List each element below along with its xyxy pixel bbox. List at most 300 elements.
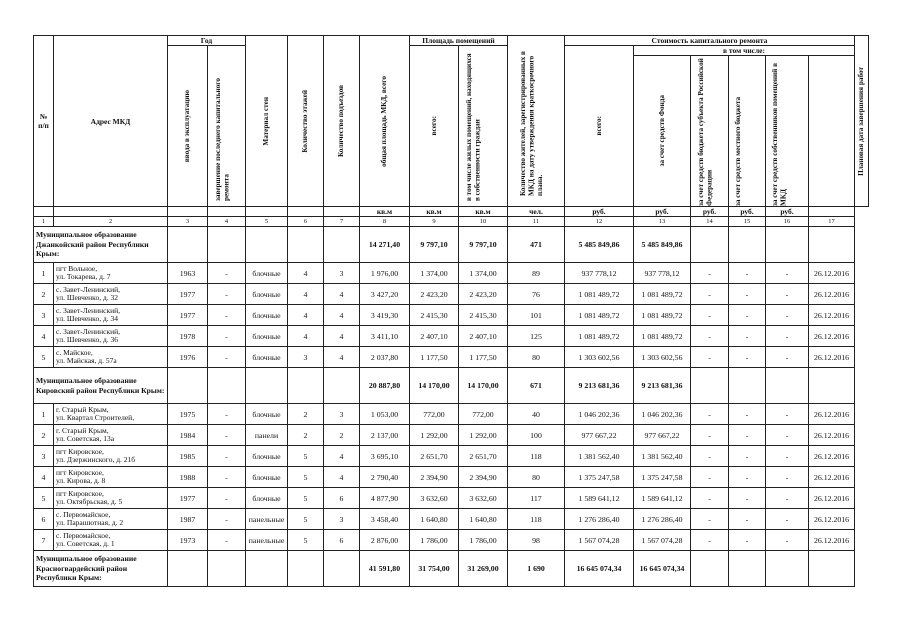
row-cost-fund: 1 375 247,58 xyxy=(634,467,691,488)
address-line-2: ул. Октябрьская, д. 5 xyxy=(56,497,123,506)
row-completion-date: 26.12.2016 xyxy=(809,446,855,467)
row-cost-total: 1 081 489,72 xyxy=(565,326,634,347)
empty-cell xyxy=(729,368,766,404)
row-address xyxy=(54,530,168,551)
row-total-area: 1 976,00 xyxy=(360,263,410,284)
row-entrances: 2 xyxy=(324,425,360,446)
row-completion-date: 26.12.2016 xyxy=(809,305,855,326)
empty-cell xyxy=(288,551,324,587)
unit-cell-11: чел. xyxy=(508,207,565,217)
row-cost-total: 1 303 602,56 xyxy=(565,347,634,368)
row-year-commission: 1985 xyxy=(168,446,208,467)
row-area-residential: 2 415,30 xyxy=(459,305,508,326)
row-cost-owners: - xyxy=(766,284,809,305)
row-last-repair: - xyxy=(208,467,246,488)
row-cost-fund: 1 567 074,28 xyxy=(634,530,691,551)
address-line-2: ул. Квартал Строителей, xyxy=(56,413,135,422)
row-cost-fund: 937 778,12 xyxy=(634,263,691,284)
row-completion-date: 26.12.2016 xyxy=(809,347,855,368)
row-area-residential: 1 374,00 xyxy=(459,263,508,284)
municipality-residents: 471 xyxy=(508,227,565,263)
row-cost-local: - xyxy=(729,425,766,446)
row-address xyxy=(54,347,168,368)
row-cost-total: 1 589 641,12 xyxy=(565,488,634,509)
row-last-repair: - xyxy=(208,404,246,425)
header-total-area: общая площадь МКД, всего xyxy=(360,36,410,207)
row-floors: 5 xyxy=(288,467,324,488)
municipality-total-area: 41 591,80 xyxy=(360,551,410,587)
empty-cell xyxy=(809,551,855,587)
row-area-residential: 772,00 xyxy=(459,404,508,425)
header-year-group: Год xyxy=(168,36,246,46)
row-cost-region: - xyxy=(691,425,729,446)
row-area-total: 2 394,90 xyxy=(410,467,459,488)
row-area-total: 2 415,30 xyxy=(410,305,459,326)
unit-cell-1 xyxy=(34,207,54,217)
row-cost-owners: - xyxy=(766,509,809,530)
row-completion-date: 26.12.2016 xyxy=(809,488,855,509)
row-number: 5 xyxy=(34,488,54,509)
unit-cell-16: руб. xyxy=(766,207,809,217)
row-entrances: 4 xyxy=(324,326,360,347)
header-cost-local: за счет средств местного бюджета xyxy=(729,56,766,207)
row-total-area: 2 876,00 xyxy=(360,530,410,551)
row-cost-owners: - xyxy=(766,326,809,347)
municipality-area-total: 31 754,00 xyxy=(410,551,459,587)
column-number-12: 12 xyxy=(565,217,634,227)
row-entrances: 4 xyxy=(324,467,360,488)
address-line-2: ул. Шевченко, д. 34 xyxy=(56,314,119,323)
empty-cell xyxy=(324,227,360,263)
row-cost-fund: 1 276 286,40 xyxy=(634,509,691,530)
address-line-1: г. Старый Крым, xyxy=(56,425,109,435)
unit-cell-3 xyxy=(168,207,208,217)
row-area-residential: 1 640,80 xyxy=(459,509,508,530)
row-residents: 117 xyxy=(508,488,565,509)
municipality-area-residential: 9 797,10 xyxy=(459,227,508,263)
row-cost-total: 977 667,22 xyxy=(565,425,634,446)
address-line-2: ул. Парашютная, д. 2 xyxy=(56,518,124,527)
empty-cell xyxy=(168,551,208,587)
row-residents: 100 xyxy=(508,425,565,446)
row-cost-total: 1 276 286,40 xyxy=(565,509,634,530)
unit-cell-17 xyxy=(809,207,855,217)
row-last-repair: - xyxy=(208,488,246,509)
address-line-2: ул. Дзержинского, д. 21б xyxy=(56,455,136,464)
row-area-residential: 2 423,20 xyxy=(459,284,508,305)
row-year-commission: 1973 xyxy=(168,530,208,551)
address-line-2: ул. Шевченко, д. 32 xyxy=(56,293,119,302)
row-last-repair: - xyxy=(208,305,246,326)
row-cost-fund: 1 046 202,36 xyxy=(634,404,691,425)
row-entrances: 4 xyxy=(324,305,360,326)
row-cost-fund: 1 081 489,72 xyxy=(634,284,691,305)
row-entrances: 6 xyxy=(324,530,360,551)
row-area-residential: 1 177,50 xyxy=(459,347,508,368)
empty-cell xyxy=(246,551,288,587)
row-area-residential: 2 651,70 xyxy=(459,446,508,467)
municipality-cost-total: 16 645 074,34 xyxy=(565,551,634,587)
address-line-1: с. Первомайское, xyxy=(56,509,111,519)
row-completion-date: 26.12.2016 xyxy=(809,404,855,425)
empty-cell xyxy=(246,227,288,263)
table-row xyxy=(34,347,869,368)
row-number: 6 xyxy=(34,509,54,530)
header-entrances: Количество подъездов xyxy=(324,36,360,207)
row-area-total: 1 640,80 xyxy=(410,509,459,530)
row-cost-local: - xyxy=(729,305,766,326)
row-completion-date: 26.12.2016 xyxy=(809,263,855,284)
municipality-area-residential: 14 170,00 xyxy=(459,368,508,404)
table-row xyxy=(34,509,869,530)
row-total-area: 3 695,10 xyxy=(360,446,410,467)
address-line-1: пгт Кировское, xyxy=(56,446,104,456)
row-cost-total: 1 081 489,72 xyxy=(565,305,634,326)
row-address xyxy=(54,305,168,326)
row-cost-total: 1 046 202,36 xyxy=(565,404,634,425)
municipality-total-row xyxy=(34,551,869,587)
row-last-repair: - xyxy=(208,530,246,551)
row-residents: 101 xyxy=(508,305,565,326)
row-wall-material: панельные xyxy=(246,509,288,530)
header-area-total: всего: xyxy=(410,46,459,207)
row-wall-material: блочные xyxy=(246,326,288,347)
row-residents: 80 xyxy=(508,467,565,488)
empty-cell xyxy=(324,368,360,404)
row-floors: 5 xyxy=(288,530,324,551)
row-floors: 4 xyxy=(288,263,324,284)
row-entrances: 4 xyxy=(324,284,360,305)
column-number-5: 5 xyxy=(246,217,288,227)
empty-cell xyxy=(809,227,855,263)
empty-cell xyxy=(288,368,324,404)
row-residents: 80 xyxy=(508,347,565,368)
row-cost-region: - xyxy=(691,446,729,467)
address-line-1: с. Майское, xyxy=(56,347,93,357)
column-number-8: 8 xyxy=(360,217,410,227)
row-area-total: 3 632,60 xyxy=(410,488,459,509)
row-number: 2 xyxy=(34,284,54,305)
row-total-area: 2 037,80 xyxy=(360,347,410,368)
row-cost-region: - xyxy=(691,530,729,551)
row-address xyxy=(54,509,168,530)
column-number-9: 9 xyxy=(410,217,459,227)
row-address xyxy=(54,263,168,284)
table-row xyxy=(34,530,869,551)
municipality-total-row xyxy=(34,368,869,404)
unit-cell-12: руб. xyxy=(565,207,634,217)
row-year-commission: 1984 xyxy=(168,425,208,446)
row-entrances: 6 xyxy=(324,488,360,509)
row-year-commission: 1977 xyxy=(168,305,208,326)
row-entrances: 3 xyxy=(324,404,360,425)
row-wall-material: блочные xyxy=(246,284,288,305)
header-floors: Количество этажей xyxy=(288,36,324,207)
row-number: 1 xyxy=(34,263,54,284)
column-number-15: 15 xyxy=(729,217,766,227)
row-number: 3 xyxy=(34,446,54,467)
row-floors: 2 xyxy=(288,404,324,425)
row-cost-fund: 977 667,22 xyxy=(634,425,691,446)
row-address xyxy=(54,425,168,446)
table-row xyxy=(34,284,869,305)
row-floors: 4 xyxy=(288,326,324,347)
municipality-area-total: 9 797,10 xyxy=(410,227,459,263)
row-cost-region: - xyxy=(691,488,729,509)
row-number: 2 xyxy=(34,425,54,446)
empty-cell xyxy=(208,368,246,404)
row-cost-owners: - xyxy=(766,404,809,425)
row-area-total: 1 374,00 xyxy=(410,263,459,284)
row-total-area: 2 790,40 xyxy=(360,467,410,488)
row-total-area: 2 137,00 xyxy=(360,425,410,446)
address-line-1: пгт Кировское, xyxy=(56,467,104,477)
header-completion-date: Плановая дата завершения работ xyxy=(855,36,869,207)
row-cost-local: - xyxy=(729,509,766,530)
column-number-2: 2 xyxy=(54,217,168,227)
row-cost-owners: - xyxy=(766,263,809,284)
address-line-2: ул. Токарева, д. 7 xyxy=(56,272,111,281)
row-number: 5 xyxy=(34,347,54,368)
address-line-1: с. Завет-Ленинский, xyxy=(56,305,121,315)
row-residents: 125 xyxy=(508,326,565,347)
row-year-commission: 1987 xyxy=(168,509,208,530)
header-cost-total: всего: xyxy=(565,46,634,207)
table-row xyxy=(34,326,869,347)
row-area-residential: 1 786,00 xyxy=(459,530,508,551)
row-residents: 118 xyxy=(508,446,565,467)
row-floors: 2 xyxy=(288,425,324,446)
row-number: 7 xyxy=(34,530,54,551)
row-cost-total: 1 567 074,28 xyxy=(565,530,634,551)
empty-cell xyxy=(729,227,766,263)
table-row xyxy=(34,467,869,488)
column-number-7: 7 xyxy=(324,217,360,227)
row-completion-date: 26.12.2016 xyxy=(809,467,855,488)
unit-cell-4 xyxy=(208,207,246,217)
municipality-residents: 671 xyxy=(508,368,565,404)
municipality-cost-total: 5 485 849,86 xyxy=(565,227,634,263)
row-wall-material: панельные xyxy=(246,530,288,551)
address-line-1: пгт Кировское, xyxy=(56,488,104,498)
column-number-6: 6 xyxy=(288,217,324,227)
row-completion-date: 26.12.2016 xyxy=(809,284,855,305)
header-num: № п/п xyxy=(34,36,54,207)
empty-cell xyxy=(691,368,729,404)
units-row xyxy=(34,207,869,217)
unit-cell-5 xyxy=(246,207,288,217)
header-area-group: Площадь помещений xyxy=(410,36,508,46)
row-completion-date: 26.12.2016 xyxy=(809,530,855,551)
row-last-repair: - xyxy=(208,347,246,368)
row-wall-material: блочные xyxy=(246,446,288,467)
row-area-total: 1 292,00 xyxy=(410,425,459,446)
row-cost-region: - xyxy=(691,404,729,425)
header-address: Адрес МКД xyxy=(54,36,168,207)
header-cost-owners: за счет средств собственников помещений в МКД xyxy=(766,56,809,207)
row-floors: 5 xyxy=(288,488,324,509)
unit-cell-6 xyxy=(288,207,324,217)
address-line-2: ул. Майская, д. 57а xyxy=(56,356,117,365)
table-row xyxy=(34,263,869,284)
unit-cell-15: руб. xyxy=(729,207,766,217)
address-line-2: ул. Шевченко, д. 36 xyxy=(56,335,119,344)
row-last-repair: - xyxy=(208,263,246,284)
row-number: 3 xyxy=(34,305,54,326)
row-cost-local: - xyxy=(729,467,766,488)
row-floors: 5 xyxy=(288,446,324,467)
municipality-total-area: 20 887,80 xyxy=(360,368,410,404)
row-area-residential: 1 292,00 xyxy=(459,425,508,446)
row-total-area: 3 419,30 xyxy=(360,305,410,326)
municipality-cost-fund: 16 645 074,34 xyxy=(634,551,691,587)
empty-cell xyxy=(766,551,809,587)
municipality-cost-total: 9 213 681,36 xyxy=(565,368,634,404)
unit-cell-13: руб. xyxy=(634,207,691,217)
row-residents: 40 xyxy=(508,404,565,425)
row-number: 4 xyxy=(34,326,54,347)
unit-cell-14: руб. xyxy=(691,207,729,217)
row-area-residential: 2 394,90 xyxy=(459,467,508,488)
address-line-1: с. Первомайское, xyxy=(56,530,111,540)
empty-cell xyxy=(324,551,360,587)
row-last-repair: - xyxy=(208,326,246,347)
row-floors: 3 xyxy=(288,347,324,368)
row-cost-owners: - xyxy=(766,467,809,488)
table-row xyxy=(34,425,869,446)
row-area-total: 772,00 xyxy=(410,404,459,425)
row-entrances: 3 xyxy=(324,263,360,284)
address-line-1: с. Завет-Ленинский, xyxy=(56,326,121,336)
row-total-area: 3 427,20 xyxy=(360,284,410,305)
empty-cell xyxy=(691,551,729,587)
column-number-17: 17 xyxy=(809,217,855,227)
row-floors: 5 xyxy=(288,509,324,530)
row-entrances: 3 xyxy=(324,509,360,530)
row-wall-material: блочные xyxy=(246,347,288,368)
row-cost-owners: - xyxy=(766,530,809,551)
row-completion-date: 26.12.2016 xyxy=(809,509,855,530)
municipality-total-area: 14 271,40 xyxy=(360,227,410,263)
row-area-residential: 3 632,60 xyxy=(459,488,508,509)
row-completion-date: 26.12.2016 xyxy=(809,326,855,347)
row-residents: 76 xyxy=(508,284,565,305)
empty-cell xyxy=(766,368,809,404)
row-address xyxy=(54,467,168,488)
header-cost-fund: за счет средств Фонда xyxy=(634,56,691,207)
row-wall-material: блочные xyxy=(246,467,288,488)
row-cost-local: - xyxy=(729,530,766,551)
row-area-total: 2 423,20 xyxy=(410,284,459,305)
row-cost-owners: - xyxy=(766,347,809,368)
row-wall-material: блочные xyxy=(246,263,288,284)
row-number: 1 xyxy=(34,404,54,425)
municipality-area-residential: 31 269,00 xyxy=(459,551,508,587)
row-cost-owners: - xyxy=(766,488,809,509)
row-cost-local: - xyxy=(729,488,766,509)
empty-cell xyxy=(729,551,766,587)
row-cost-total: 1 381 562,40 xyxy=(565,446,634,467)
empty-cell xyxy=(246,368,288,404)
row-last-repair: - xyxy=(208,284,246,305)
row-year-commission: 1988 xyxy=(168,467,208,488)
row-wall-material: блочные xyxy=(246,404,288,425)
row-cost-owners: - xyxy=(766,305,809,326)
row-entrances: 4 xyxy=(324,446,360,467)
row-last-repair: - xyxy=(208,425,246,446)
column-number-row xyxy=(34,217,869,227)
row-address xyxy=(54,488,168,509)
row-floors: 4 xyxy=(288,305,324,326)
row-completion-date: 26.12.2016 xyxy=(809,425,855,446)
column-number-10: 10 xyxy=(459,217,508,227)
table-row xyxy=(34,446,869,467)
column-number-16: 16 xyxy=(766,217,809,227)
row-cost-local: - xyxy=(729,347,766,368)
row-residents: 98 xyxy=(508,530,565,551)
address-line-1: г. Старый Крым, xyxy=(56,404,109,414)
column-number-13: 13 xyxy=(634,217,691,227)
municipality-title: Муниципальное образование Джанкойский район Республики Крым: xyxy=(34,227,168,263)
header-cost-group: Стоимость капитального ремонта xyxy=(565,36,855,46)
table-row xyxy=(34,488,869,509)
empty-cell xyxy=(168,368,208,404)
header-cost-including: в том числе: xyxy=(634,46,855,56)
row-cost-owners: - xyxy=(766,446,809,467)
municipality-residents: 1 690 xyxy=(508,551,565,587)
table-row xyxy=(34,404,869,425)
municipality-title: Муниципальное образование Кировский район Республики Крым: xyxy=(34,368,168,404)
row-year-commission: 1978 xyxy=(168,326,208,347)
header-cost-region: за счет средств бюджета субъекта Российской Федерации xyxy=(691,56,729,207)
row-address xyxy=(54,446,168,467)
row-year-commission: 1977 xyxy=(168,284,208,305)
row-area-total: 1 177,50 xyxy=(410,347,459,368)
municipality-total-row xyxy=(34,227,869,263)
header-year-last-repair: завершение последнего капитального ремонта xyxy=(208,46,246,207)
row-cost-local: - xyxy=(729,326,766,347)
row-cost-local: - xyxy=(729,284,766,305)
row-year-commission: 1963 xyxy=(168,263,208,284)
municipality-cost-fund: 5 485 849,86 xyxy=(634,227,691,263)
unit-cell-8: кв.м xyxy=(360,207,410,217)
row-area-total: 2 407,10 xyxy=(410,326,459,347)
column-number-1: 1 xyxy=(34,217,54,227)
row-area-total: 2 651,70 xyxy=(410,446,459,467)
address-line-2: ул. Советская, 13а xyxy=(56,434,115,443)
row-address xyxy=(54,284,168,305)
header-area-residential: в том числе жилых помещений, находящихся в собственности граждан xyxy=(459,46,508,207)
unit-cell-10: кв.м xyxy=(459,207,508,217)
row-cost-region: - xyxy=(691,347,729,368)
empty-cell xyxy=(691,227,729,263)
row-cost-fund: 1 381 562,40 xyxy=(634,446,691,467)
address-line-1: с. Завет-Ленинский, xyxy=(56,284,121,294)
row-cost-owners: - xyxy=(766,425,809,446)
table-row xyxy=(34,305,869,326)
row-cost-region: - xyxy=(691,467,729,488)
row-wall-material: блочные xyxy=(246,488,288,509)
row-year-commission: 1977 xyxy=(168,488,208,509)
empty-cell xyxy=(208,227,246,263)
row-last-repair: - xyxy=(208,446,246,467)
row-total-area: 3 411,10 xyxy=(360,326,410,347)
row-total-area: 1 053,00 xyxy=(360,404,410,425)
header-residents: Количество жителей, зарегистрированных в МКД на дату утверждения краткосрочного плана. xyxy=(508,36,565,207)
row-cost-local: - xyxy=(729,263,766,284)
municipality-cost-fund: 9 213 681,36 xyxy=(634,368,691,404)
empty-cell xyxy=(168,227,208,263)
